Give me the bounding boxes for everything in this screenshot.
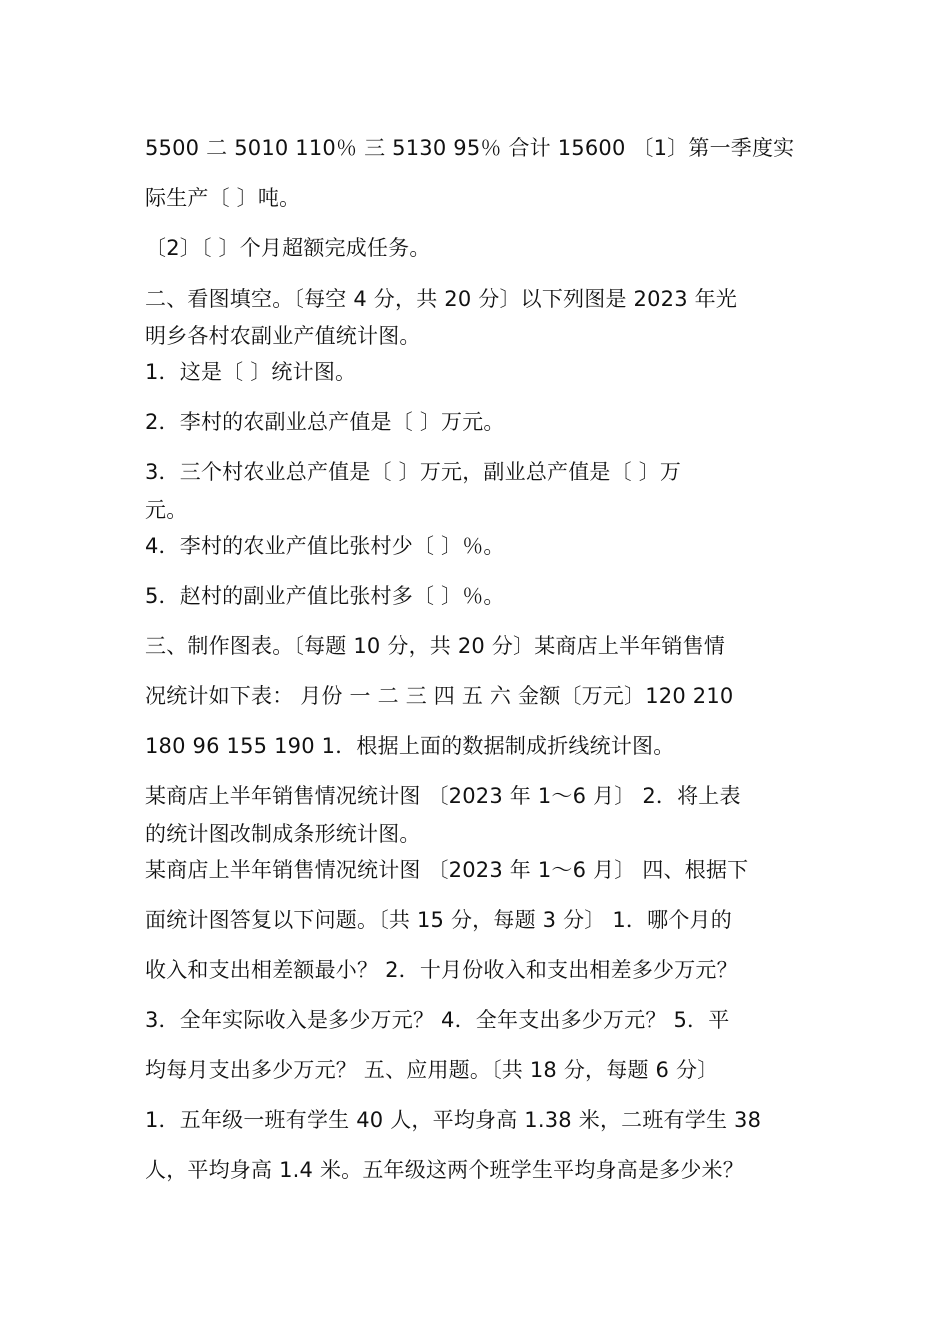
text-line: 际生产〔 〕吨。 <box>145 186 301 210</box>
text-line: 5500 二 5010 110％ 三 5130 95％ 合计 15600 〔1〕第一季度实 <box>145 136 795 160</box>
text-line: 3．全年实际收入是多少万元？ 4．全年支出多少万元？ 5．平 <box>145 1008 730 1032</box>
text-line: 二、看图填空。〔每空 4 分，共 20 分〕以下列图是 2023 年光 <box>145 287 738 311</box>
text-line: 1．五年级一班有学生 40 人，平均身高 1.38 米，二班有学生 38 <box>145 1108 762 1132</box>
text-line: 人，平均身高 1.4 米。五年级这两个班学生平均身高是多少米？ <box>145 1158 744 1182</box>
text-line: 面统计图答复以下问题。〔共 15 分，每题 3 分〕 1．哪个月的 <box>145 908 732 932</box>
text-line: 明乡各村农副业产值统计图。 <box>145 324 421 348</box>
text-line: 某商店上半年销售情况统计图 〔2023 年 1～6 月〕 四、根据下 <box>145 858 749 882</box>
text-line: 1．这是〔 〕统计图。 <box>145 360 357 384</box>
text-line: 〔2〕〔 〕个月超额完成任务。 <box>145 236 431 260</box>
text-line: 3．三个村农业总产值是〔 〕万元，副业总产值是〔 〕万 <box>145 460 682 484</box>
text-line: 收入和支出相差额最小？ 2．十月份收入和支出相差多少万元？ <box>145 958 738 982</box>
text-line: 的统计图改制成条形统计图。 <box>145 822 421 846</box>
text-line: 某商店上半年销售情况统计图 〔2023 年 1～6 月〕 2．将上表 <box>145 784 741 808</box>
text-line: 元。 <box>145 498 188 522</box>
text-line: 5．赵村的副业产值比张村多〔 〕％。 <box>145 584 505 608</box>
text-line: 180 96 155 190 1．根据上面的数据制成折线统计图。 <box>145 734 675 758</box>
text-line: 4．李村的农业产值比张村少〔 〕％。 <box>145 534 505 558</box>
text-line: 2．李村的农副业总产值是〔 〕万元。 <box>145 410 505 434</box>
text-line: 况统计如下表： 月份 一 二 三 四 五 六 金额〔万元〕120 210 <box>145 684 734 708</box>
text-line: 均每月支出多少万元？ 五、应用题。〔共 18 分，每题 6 分〕 <box>145 1058 719 1082</box>
text-line: 三、制作图表。〔每题 10 分，共 20 分〕某商店上半年销售情 <box>145 634 726 658</box>
